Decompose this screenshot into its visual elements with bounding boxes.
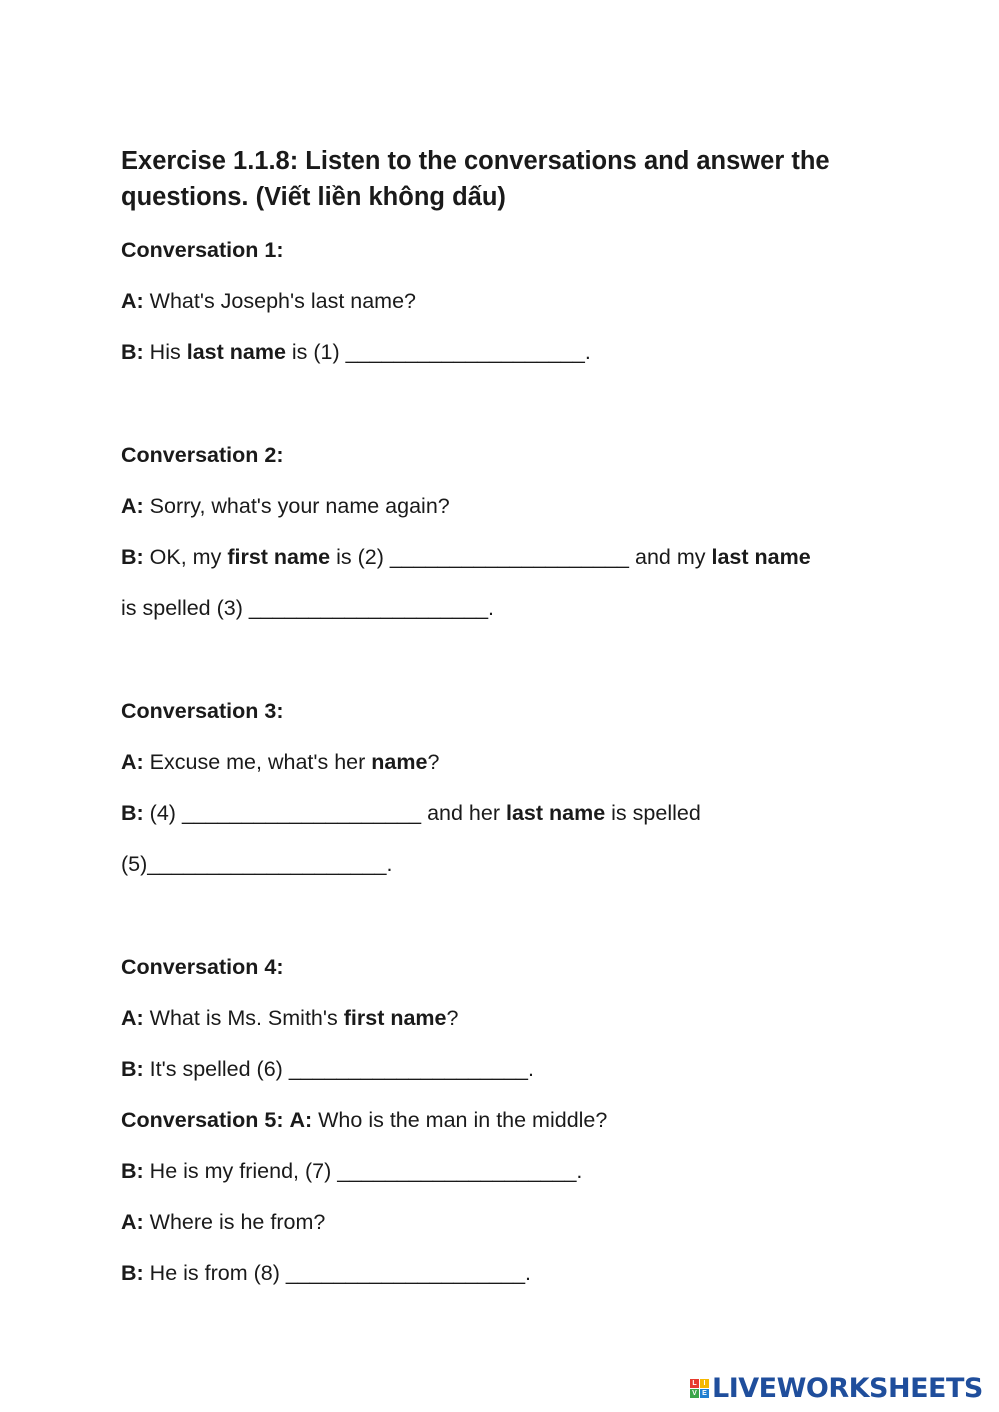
conversation-4-heading: Conversation 4:: [121, 955, 284, 979]
answer-blank-6[interactable]: ____________________: [288, 1057, 528, 1081]
answer-blank-1[interactable]: ____________________: [345, 340, 585, 364]
conversation-3-line-a: A: Excuse me, what's her name?: [121, 750, 440, 774]
logo-mark-l: L: [690, 1379, 699, 1388]
conversation-4-line-a: A: What is Ms. Smith's first name?: [121, 1006, 459, 1030]
conversation-2-line-a: A: Sorry, what's your name again?: [121, 494, 450, 518]
conversation-5-line-a2: A: Where is he from?: [121, 1210, 326, 1234]
liveworksheets-logo: [690, 1373, 983, 1403]
answer-blank-2[interactable]: ____________________: [389, 545, 629, 569]
conversation-5-line-a: Conversation 5: A: Who is the man in the middle?: [121, 1108, 608, 1132]
conversation-2-heading: Conversation 2:: [121, 443, 284, 467]
logo-mark-i: I: [700, 1379, 709, 1388]
logo-mark-v: V: [690, 1389, 699, 1398]
answer-blank-5[interactable]: ____________________: [147, 852, 387, 876]
conversation-2-line-b: B: OK, my first name is (2) ____________________ and my last name: [121, 545, 811, 569]
conversation-4-line-b: B: It's spelled (6) ____________________.: [121, 1057, 534, 1081]
conversation-3-heading: Conversation 3:: [121, 699, 284, 723]
conversation-5-line-b: B: He is my friend, (7) ____________________.: [121, 1159, 583, 1183]
conversation-3-line-b: B: (4) ____________________ and her last name is spelled: [121, 801, 701, 825]
conversation-2-line-c: is spelled (3) ____________________.: [121, 596, 495, 620]
logo-mark-e: E: [700, 1389, 709, 1398]
conversation-3-line-c: (5)____________________.: [121, 852, 393, 876]
logo-mark-icon: [690, 1379, 709, 1398]
conversation-1-line-a: A: What's Joseph's last name?: [121, 289, 417, 313]
conversation-5-line-b2: B: He is from (8) ____________________.: [121, 1261, 532, 1285]
exercise-title: Exercise 1.1.8: Listen to the conversations and answer the questions. (Viết liền không dấu): [121, 147, 830, 211]
conversation-1-line-b: B: His last name is (1) ____________________.: [121, 340, 591, 364]
answer-blank-3[interactable]: ____________________: [248, 596, 489, 620]
answer-blank-4[interactable]: ____________________: [181, 801, 422, 825]
answer-blank-8[interactable]: ____________________: [285, 1261, 526, 1285]
logo-text: LIVEWORKSHEETS: [712, 1372, 983, 1404]
answer-blank-7[interactable]: ____________________: [337, 1159, 577, 1183]
conversation-1-heading: Conversation 1:: [121, 238, 284, 262]
